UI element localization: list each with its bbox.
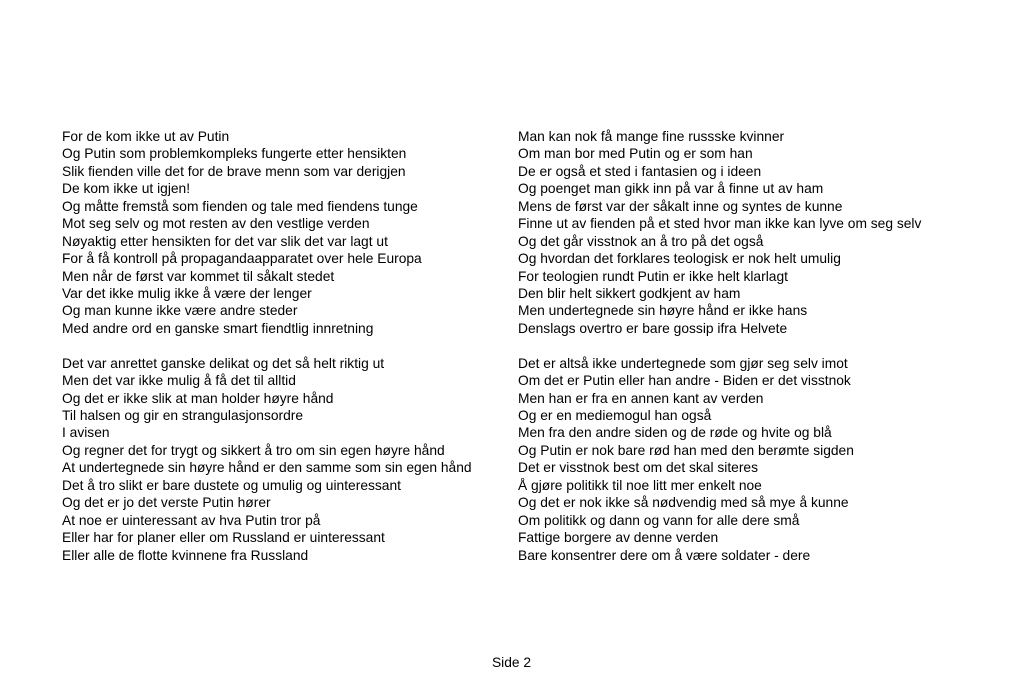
poem-line: De kom ikke ut igjen! — [62, 181, 191, 197]
poem-line: At undertegnede sin høyre hånd er den samme som sin egen hånd — [62, 460, 472, 476]
poem-line: De er også et sted i fantasien og i ideen — [518, 163, 762, 179]
poem-line: Og det er nok ikke så nødvendig med så mye å kunne — [518, 495, 849, 511]
poem-line: Eller har for planer eller om Russland er uinteressant — [62, 530, 385, 546]
poem-line: Den blir helt sikkert godkjent av ham — [518, 285, 741, 301]
poem-line: Finne ut av fienden på et sted hvor man ikke kan lyve om seg selv — [518, 216, 922, 232]
right-text-column — [518, 128, 921, 564]
poem-line: Og det er jo det verste Putin hører — [62, 495, 271, 511]
stanza — [518, 355, 921, 564]
poem-line: Og måtte fremstå som fienden og tale med fiendens tunge — [62, 198, 418, 214]
poem-line: Fattige borgere av denne verden — [518, 530, 719, 546]
stanza — [62, 128, 472, 337]
poem-line: Bare konsentrer dere om å være soldater - dere — [518, 547, 811, 563]
poem-line: Det å tro slikt er bare dustete og umulig og uinteressant — [62, 477, 401, 493]
poem-line: For de kom ikke ut av Putin — [62, 129, 230, 144]
poem-line: Å gjøre politikk til noe litt mer enkelt noe — [518, 477, 762, 493]
poem-line: Og det går visstnok an å tro på det også — [518, 233, 764, 249]
poem-line: Det var anrettet ganske delikat og det så helt riktig ut — [62, 355, 385, 371]
poem-line: Om det er Putin eller han andre - Biden er det visstnok — [518, 373, 851, 389]
poem-line: Om politikk og dann og vann for alle dere små — [518, 512, 800, 528]
poem-line: Til halsen og gir en strangulasjonsordre — [62, 408, 304, 423]
poem-line: Og det er ikke slik at man holder høyre hånd — [62, 390, 334, 406]
poem-line: Og er en mediemogul han også — [518, 408, 712, 423]
poem-line: Var det ikke mulig ikke å være der lenger — [62, 285, 312, 301]
poem-line: Mens de først var der såkalt inne og syntes de kunne — [518, 198, 843, 214]
poem-line: Denslags overtro er bare gossip ifra Helvete — [518, 320, 788, 336]
poem-line: Men undertegnede sin høyre hånd er ikke hans — [518, 303, 808, 319]
poem-line: Nøyaktig etter hensikten for det var slik det var lagt ut — [62, 233, 388, 249]
poem-line: Mot seg selv og mot resten av den vestlige verden — [62, 216, 370, 232]
left-text-column — [62, 128, 472, 564]
poem-line: Og poenget man gikk inn på var å finne ut av ham — [518, 181, 824, 197]
poem-line: Eller alle de flotte kvinnene fra Russland — [62, 547, 309, 563]
stanza — [518, 128, 921, 337]
poem-line: Men når de først var kommet til såkalt stedet — [62, 268, 335, 284]
poem-line: I avisen — [62, 425, 110, 441]
page-number: Side 2 — [491, 655, 532, 670]
poem-line: Og Putin som problemkompleks fungerte etter hensikten — [62, 146, 407, 162]
poem-line: For teologien rundt Putin er ikke helt klarlagt — [518, 268, 788, 284]
poem-line: Og hvordan det forklares teologisk er nok helt umulig — [518, 251, 841, 267]
poem-line: Men han er fra en annen kant av verden — [518, 390, 764, 406]
poem-line: Men det var ikke mulig å få det til alltid — [62, 373, 296, 389]
poem-line: Det er visstnok best om det skal siteres — [518, 460, 759, 476]
poem-line: Om man bor med Putin og er som han — [518, 146, 753, 162]
stanza — [62, 355, 472, 564]
poem-line: Slik fienden ville det for de brave menn som var derigjen — [62, 163, 406, 179]
poem-line: Og regner det for trygt og sikkert å tro om sin egen høyre hånd — [62, 442, 445, 458]
poem-line: For å få kontroll på propagandaapparatet over hele Europa — [62, 251, 422, 267]
poem-line: Med andre ord en ganske smart fiendtlig innretning — [62, 320, 374, 336]
poem-line: Man kan nok få mange fine russske kvinner — [518, 129, 785, 144]
poem-line: Og Putin er nok bare rød han med den berømte sigden — [518, 442, 854, 458]
poem-line: Og man kunne ikke være andre steder — [62, 303, 298, 319]
poem-line: Det er altså ikke undertegnede som gjør seg selv imot — [518, 355, 848, 371]
poem-line: Men fra den andre siden og de røde og hvite og blå — [518, 425, 832, 441]
poem-line: At noe er uinteressant av hva Putin tror på — [62, 512, 321, 528]
